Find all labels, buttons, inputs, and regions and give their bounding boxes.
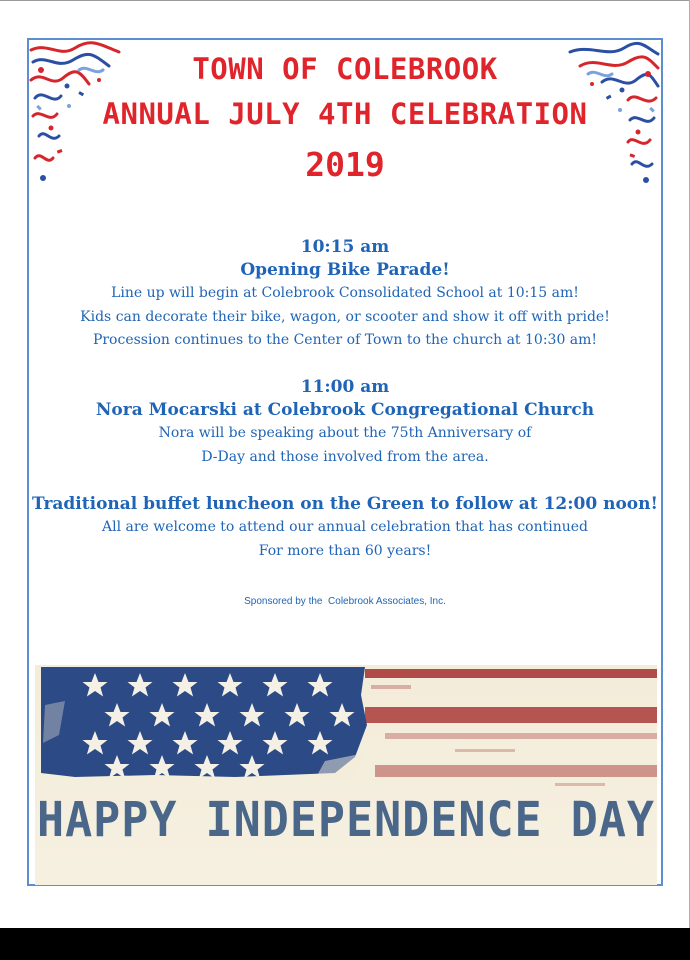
independence-day-banner [35, 665, 657, 885]
sponsor-note: Sponsored by the Colebrook Associates, Inc. [244, 596, 446, 607]
luncheon-detail-line: All are welcome to attend our annual celebration that has continued [101, 519, 588, 535]
event-detail-line: D-Day and those involved from the area. [201, 448, 489, 465]
event-detail-line: Kids can decorate their bike, wagon, or scooter and show it off with pride! [80, 308, 610, 325]
title-celebration: ANNUAL JULY 4TH CELEBRATION [102, 97, 588, 131]
event-time: 10:15 am [300, 237, 390, 257]
bottom-black-bar [0, 928, 690, 960]
event-luncheon [30, 493, 660, 563]
flag-graphic [35, 665, 657, 885]
top-edge-line [0, 0, 690, 1]
event-time: 11:00 am [300, 377, 390, 397]
luncheon-detail-line: For more than 60 years! [258, 542, 432, 559]
event-title: Nora Mocarski at Colebrook Congregational Church [95, 400, 595, 420]
event-detail-line: Nora will be speaking about the 75th Anniversary of [158, 425, 532, 441]
event-detail-line: Line up will begin at Colebrook Consolidated School at 10:15 am! [111, 285, 579, 301]
title-year: 2019 [305, 145, 385, 184]
event-speaker [30, 376, 660, 469]
event-title: Opening Bike Parade! [240, 260, 450, 280]
event-detail-line: Procession continues to the Center of Town to the church at 10:30 am! [92, 332, 598, 348]
event-bike-parade [30, 236, 660, 353]
happy-independence-day-text: HAPPY INDEPENDENCE DAY [36, 791, 656, 848]
luncheon-title: Traditional buffet luncheon on the Green to follow at 12:00 noon! [32, 494, 658, 514]
title-town: TOWN OF COLEBROOK [192, 52, 498, 86]
